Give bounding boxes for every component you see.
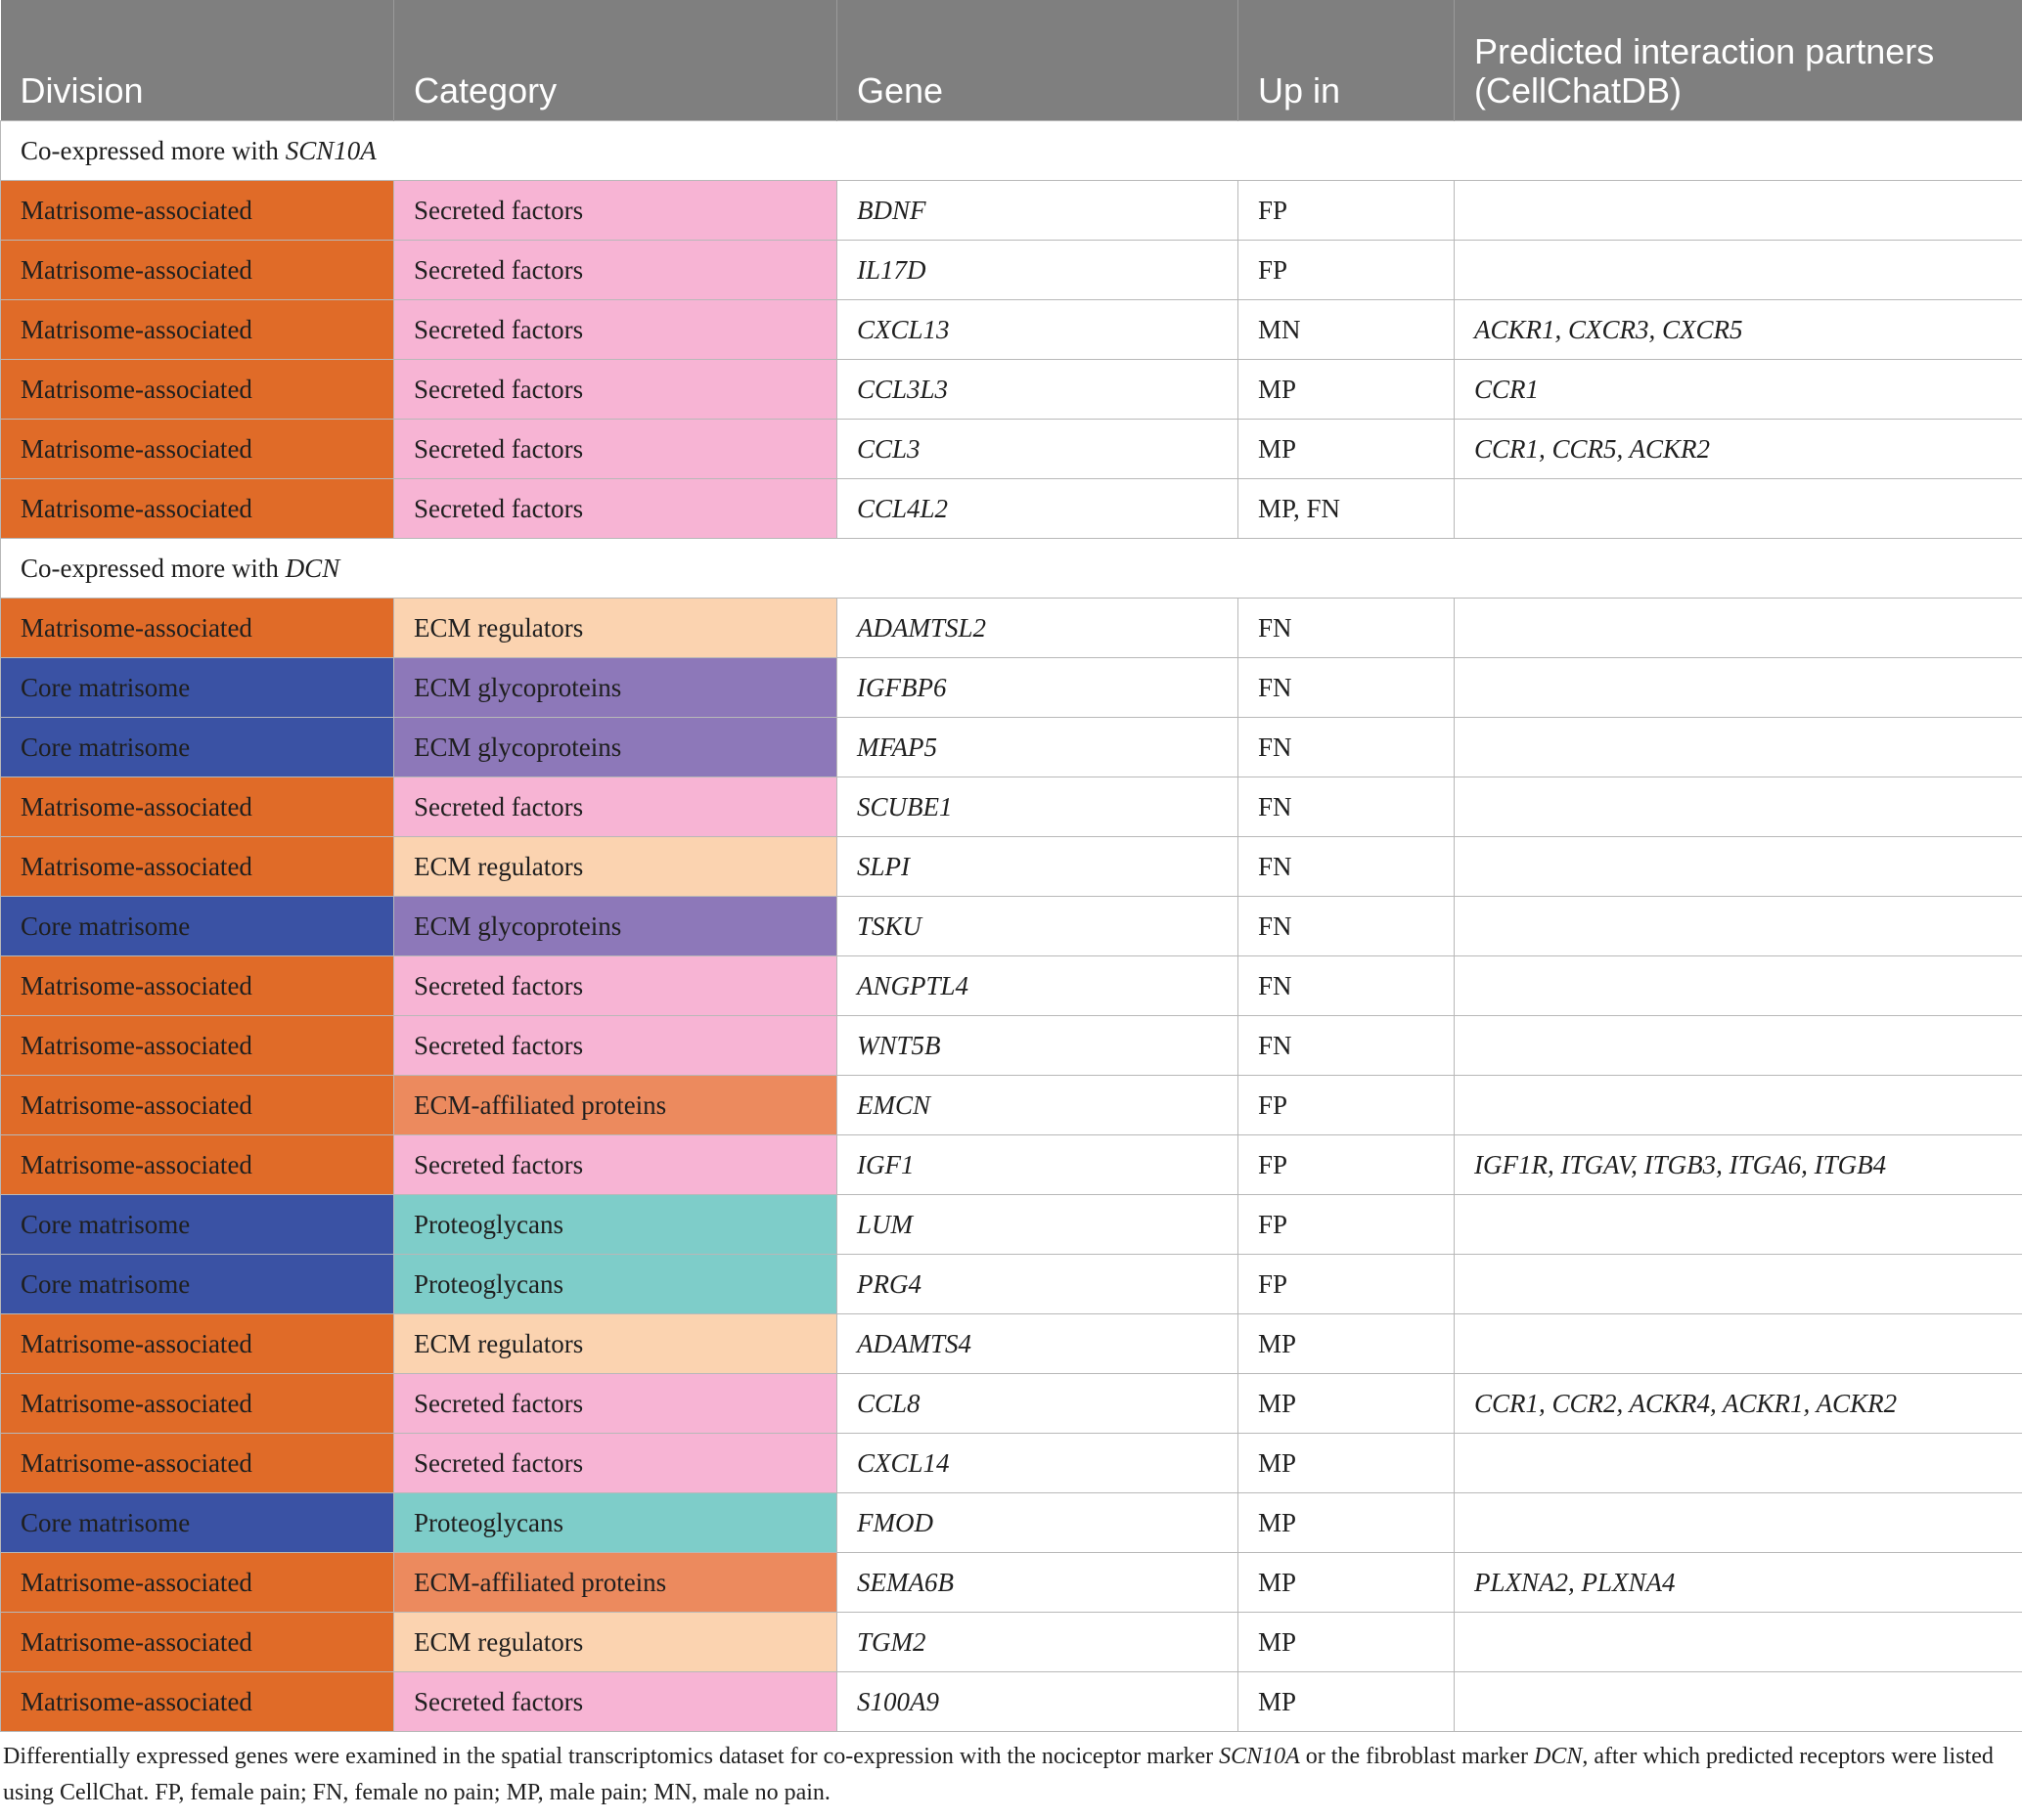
division-cell: Matrisome-associated [1, 1434, 394, 1493]
category-cell: Proteoglycans [394, 1493, 837, 1553]
section-header-row [1, 539, 2022, 599]
gene-cell: ADAMTSL2 [837, 599, 1238, 658]
partners-cell [1455, 1434, 2022, 1493]
up-in-cell: MP [1238, 1613, 1455, 1672]
division-cell: Core matrisome [1, 658, 394, 718]
up-in-cell: FN [1238, 1016, 1455, 1076]
category-cell: ECM glycoproteins [394, 658, 837, 718]
category-cell: Proteoglycans [394, 1195, 837, 1255]
category-cell: Secreted factors [394, 1434, 837, 1493]
gene-cell: CXCL14 [837, 1434, 1238, 1493]
up-in-cell: FN [1238, 837, 1455, 897]
up-in-cell: MP, FN [1238, 479, 1455, 539]
division-cell: Matrisome-associated [1, 599, 394, 658]
up-in-cell: FP [1238, 1135, 1455, 1195]
section-header-marker: SCN10A [285, 135, 377, 165]
table-row [1, 479, 2022, 539]
up-in-cell: MP [1238, 360, 1455, 420]
section-header-marker: DCN [285, 553, 340, 583]
partners-cell [1455, 181, 2022, 241]
partners-cell [1455, 1493, 2022, 1553]
gene-cell: SLPI [837, 837, 1238, 897]
partners-cell [1455, 1255, 2022, 1314]
partners-cell [1455, 479, 2022, 539]
category-cell: ECM glycoproteins [394, 897, 837, 956]
up-in-cell: FP [1238, 241, 1455, 300]
up-in-cell: MP [1238, 1493, 1455, 1553]
partners-cell [1455, 658, 2022, 718]
gene-cell: CCL4L2 [837, 479, 1238, 539]
category-cell: ECM regulators [394, 599, 837, 658]
division-cell: Core matrisome [1, 1195, 394, 1255]
table-row [1, 420, 2022, 479]
division-cell: Matrisome-associated [1, 1553, 394, 1613]
table-row [1, 1016, 2022, 1076]
up-in-cell: FN [1238, 599, 1455, 658]
partners-cell [1455, 1314, 2022, 1374]
table-row [1, 1076, 2022, 1135]
header-category: Category [394, 0, 837, 121]
partners-cell: IGF1R, ITGAV, ITGB3, ITGA6, ITGB4 [1455, 1135, 2022, 1195]
gene-cell: IL17D [837, 241, 1238, 300]
section-header-cell [1, 121, 2022, 181]
division-cell: Matrisome-associated [1, 241, 394, 300]
division-cell: Matrisome-associated [1, 1672, 394, 1732]
gene-cell: SEMA6B [837, 1553, 1238, 1613]
partners-cell [1455, 1076, 2022, 1135]
header-row [1, 0, 2022, 121]
category-cell: Secreted factors [394, 1135, 837, 1195]
gene-cell: WNT5B [837, 1016, 1238, 1076]
header-partners-line1: Predicted interaction partners [1474, 31, 1935, 71]
table-row [1, 1374, 2022, 1434]
table-row [1, 1493, 2022, 1553]
up-in-cell: MP [1238, 1553, 1455, 1613]
table-row [1, 1613, 2022, 1672]
gene-cell: PRG4 [837, 1255, 1238, 1314]
up-in-cell: MN [1238, 300, 1455, 360]
category-cell: Secreted factors [394, 241, 837, 300]
gene-cell: TSKU [837, 897, 1238, 956]
division-cell: Matrisome-associated [1, 181, 394, 241]
up-in-cell: FN [1238, 956, 1455, 1016]
partners-cell: CCR1, CCR2, ACKR4, ACKR1, ACKR2 [1455, 1374, 2022, 1434]
header-up-in: Up in [1238, 0, 1455, 121]
table-row [1, 956, 2022, 1016]
table-row [1, 1135, 2022, 1195]
division-cell: Matrisome-associated [1, 1314, 394, 1374]
up-in-cell: FN [1238, 897, 1455, 956]
division-cell: Matrisome-associated [1, 1135, 394, 1195]
category-cell: Secreted factors [394, 420, 837, 479]
partners-cell [1455, 837, 2022, 897]
table-row [1, 181, 2022, 241]
division-cell: Matrisome-associated [1, 360, 394, 420]
category-cell: ECM regulators [394, 1314, 837, 1374]
division-cell: Matrisome-associated [1, 420, 394, 479]
gene-cell: S100A9 [837, 1672, 1238, 1732]
table-row [1, 1672, 2022, 1732]
category-cell: Secreted factors [394, 1374, 837, 1434]
category-cell: Secreted factors [394, 1672, 837, 1732]
up-in-cell: FP [1238, 1195, 1455, 1255]
partners-cell: CCR1 [1455, 360, 2022, 420]
footnote-text-1: Differentially expressed genes were examined in the spatial transcriptomics dataset for co-expression with the nociceptor marker [3, 1744, 1220, 1769]
category-cell: ECM regulators [394, 1613, 837, 1672]
up-in-cell: MP [1238, 1374, 1455, 1434]
section-header-row [1, 121, 2022, 181]
gene-cell: FMOD [837, 1493, 1238, 1553]
partners-cell: ACKR1, CXCR3, CXCR5 [1455, 300, 2022, 360]
gene-cell: ADAMTS4 [837, 1314, 1238, 1374]
up-in-cell: MP [1238, 1672, 1455, 1732]
section-header-prefix: Co-expressed more with [21, 135, 286, 165]
division-cell: Matrisome-associated [1, 1374, 394, 1434]
division-cell: Core matrisome [1, 897, 394, 956]
partners-cell [1455, 777, 2022, 837]
partners-cell: CCR1, CCR5, ACKR2 [1455, 420, 2022, 479]
gene-cell: SCUBE1 [837, 777, 1238, 837]
gene-cell: IGF1 [837, 1135, 1238, 1195]
category-cell: Secreted factors [394, 300, 837, 360]
up-in-cell: FP [1238, 1076, 1455, 1135]
table-row [1, 599, 2022, 658]
table-body [1, 121, 2022, 1732]
partners-cell [1455, 1672, 2022, 1732]
gene-cell: ANGPTL4 [837, 956, 1238, 1016]
partners-cell [1455, 1195, 2022, 1255]
gene-cell: BDNF [837, 181, 1238, 241]
gene-cell: CCL8 [837, 1374, 1238, 1434]
gene-cell: IGFBP6 [837, 658, 1238, 718]
category-cell: Secreted factors [394, 479, 837, 539]
header-partners [1455, 0, 2022, 121]
category-cell: ECM glycoproteins [394, 718, 837, 777]
table-row [1, 360, 2022, 420]
up-in-cell: FN [1238, 718, 1455, 777]
gene-cell: LUM [837, 1195, 1238, 1255]
up-in-cell: MP [1238, 1434, 1455, 1493]
category-cell: Proteoglycans [394, 1255, 837, 1314]
gene-cell: EMCN [837, 1076, 1238, 1135]
division-cell: Core matrisome [1, 1493, 394, 1553]
table-row [1, 718, 2022, 777]
division-cell: Core matrisome [1, 1255, 394, 1314]
gene-cell: CCL3 [837, 420, 1238, 479]
footnote-text-3: , after which predicted receptors were listed using CellChat. FP, female pain; FN, female no pain; MP, male pain; MN, male no pain. [3, 1744, 1994, 1805]
table-row [1, 837, 2022, 897]
category-cell: Secreted factors [394, 777, 837, 837]
division-cell: Matrisome-associated [1, 1076, 394, 1135]
category-cell: Secreted factors [394, 1016, 837, 1076]
division-cell: Matrisome-associated [1, 1016, 394, 1076]
division-cell: Matrisome-associated [1, 956, 394, 1016]
up-in-cell: FN [1238, 658, 1455, 718]
division-cell: Core matrisome [1, 718, 394, 777]
header-partners-line2: (CellChatDB) [1474, 70, 1683, 111]
gene-cell: MFAP5 [837, 718, 1238, 777]
section-header-cell [1, 539, 2022, 599]
section-header-prefix: Co-expressed more with [21, 553, 286, 583]
table-row [1, 1195, 2022, 1255]
division-cell: Matrisome-associated [1, 777, 394, 837]
category-cell: Secreted factors [394, 181, 837, 241]
table-row [1, 777, 2022, 837]
header-division: Division [1, 0, 394, 121]
gene-cell: TGM2 [837, 1613, 1238, 1672]
table-row [1, 1434, 2022, 1493]
table-row [1, 1255, 2022, 1314]
footnote-text-2: or the fibroblast marker [1299, 1744, 1535, 1769]
partners-cell [1455, 897, 2022, 956]
category-cell: Secreted factors [394, 360, 837, 420]
category-cell: ECM-affiliated proteins [394, 1553, 837, 1613]
up-in-cell: FN [1238, 777, 1455, 837]
footnote-marker-scn10a: SCN10A [1219, 1744, 1300, 1769]
category-cell: Secreted factors [394, 956, 837, 1016]
partners-cell: PLXNA2, PLXNA4 [1455, 1553, 2022, 1613]
table-footnote [3, 1739, 2013, 1811]
partners-cell [1455, 1016, 2022, 1076]
partners-cell [1455, 1613, 2022, 1672]
up-in-cell: FP [1238, 181, 1455, 241]
table-row [1, 300, 2022, 360]
category-cell: ECM-affiliated proteins [394, 1076, 837, 1135]
division-cell: Matrisome-associated [1, 300, 394, 360]
table-row [1, 1553, 2022, 1613]
division-cell: Matrisome-associated [1, 479, 394, 539]
up-in-cell: MP [1238, 420, 1455, 479]
partners-cell [1455, 956, 2022, 1016]
table-row [1, 897, 2022, 956]
category-cell: ECM regulators [394, 837, 837, 897]
division-cell: Matrisome-associated [1, 1613, 394, 1672]
table-row [1, 1314, 2022, 1374]
table-row [1, 658, 2022, 718]
partners-cell [1455, 241, 2022, 300]
table-row [1, 241, 2022, 300]
gene-cell: CCL3L3 [837, 360, 1238, 420]
footnote-marker-dcn: DCN [1534, 1744, 1583, 1769]
up-in-cell: MP [1238, 1314, 1455, 1374]
header-gene: Gene [837, 0, 1238, 121]
division-cell: Matrisome-associated [1, 837, 394, 897]
gene-cell: CXCL13 [837, 300, 1238, 360]
partners-cell [1455, 718, 2022, 777]
partners-cell [1455, 599, 2022, 658]
up-in-cell: FP [1238, 1255, 1455, 1314]
